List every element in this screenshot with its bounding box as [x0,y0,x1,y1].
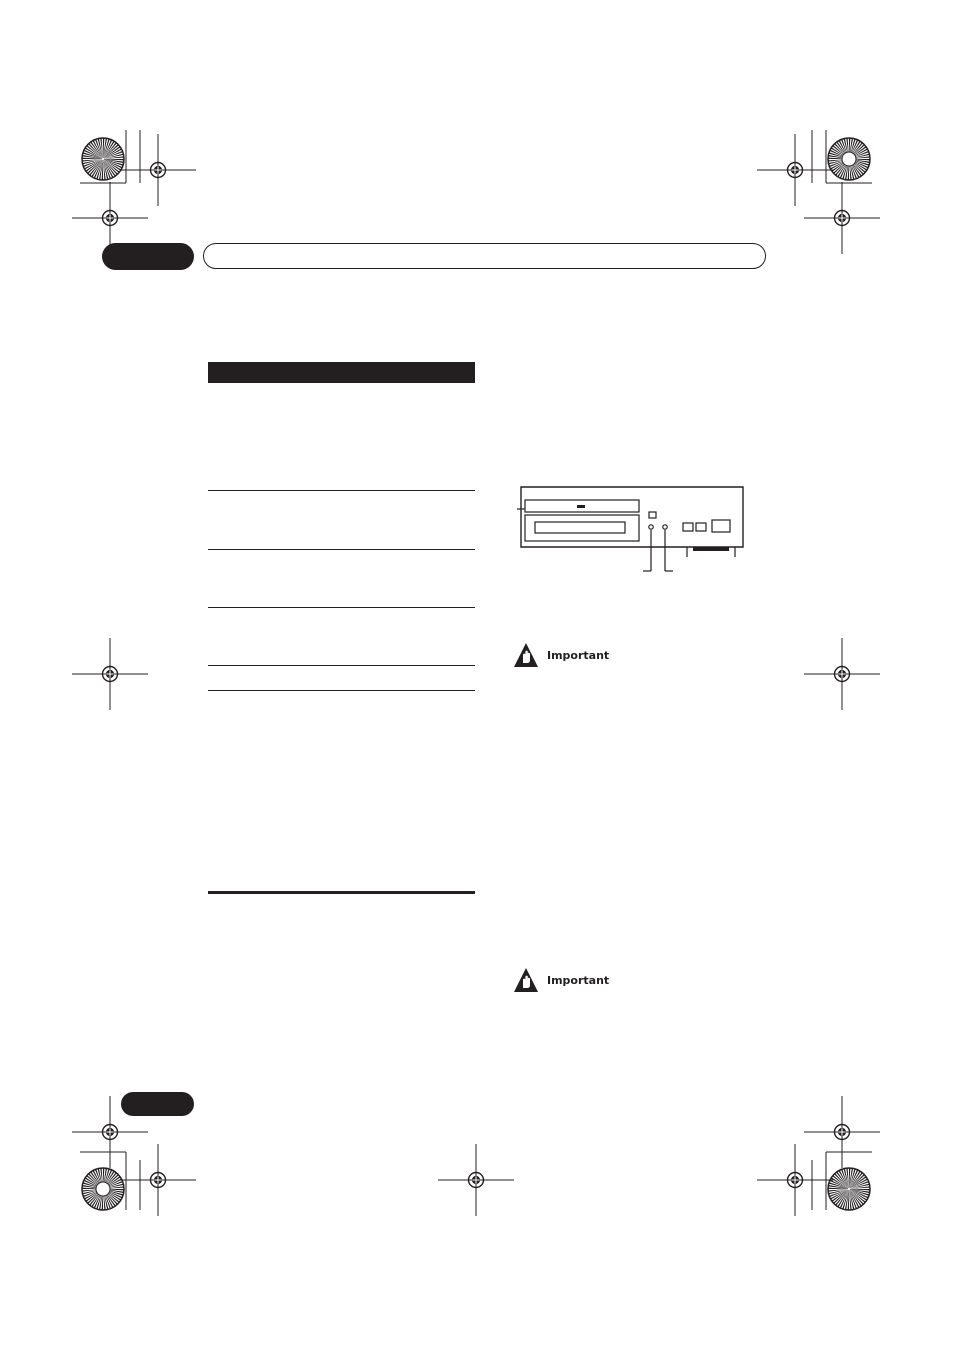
warning-hand-icon [513,967,539,993]
page-number-tab [121,1092,194,1116]
crosshair-target [438,1144,514,1216]
front-display-panel [535,522,625,533]
table-header [208,362,475,383]
crosshair-target [120,134,196,206]
crosshair-target [804,182,880,254]
crosshair-target [72,638,148,710]
front-button [712,520,730,532]
table-row-divider [208,549,475,550]
crosshair-target [757,1144,833,1216]
important-label: Important [547,648,610,662]
indicator-2 [663,525,667,529]
chapter-number-tab [102,243,194,270]
crosshair-target [804,638,880,710]
front-button [683,523,693,531]
important-notice [513,642,609,668]
open-close-button [649,512,656,518]
indicator-1 [649,525,653,529]
warning-hand-icon [513,642,539,668]
player-front-panel-illustration [517,485,747,575]
table-row-divider [208,665,475,666]
crosshair-target [120,1144,196,1216]
table-row-divider [208,690,475,691]
important-label: Important [547,973,610,987]
chapter-title-bar [203,243,766,269]
crosshair-target [757,134,833,206]
table-row-divider [208,607,475,608]
section-rule [208,891,475,894]
front-button [696,523,706,531]
crosshair-target [804,1096,880,1168]
important-notice [513,967,609,993]
table-row-divider [208,490,475,491]
